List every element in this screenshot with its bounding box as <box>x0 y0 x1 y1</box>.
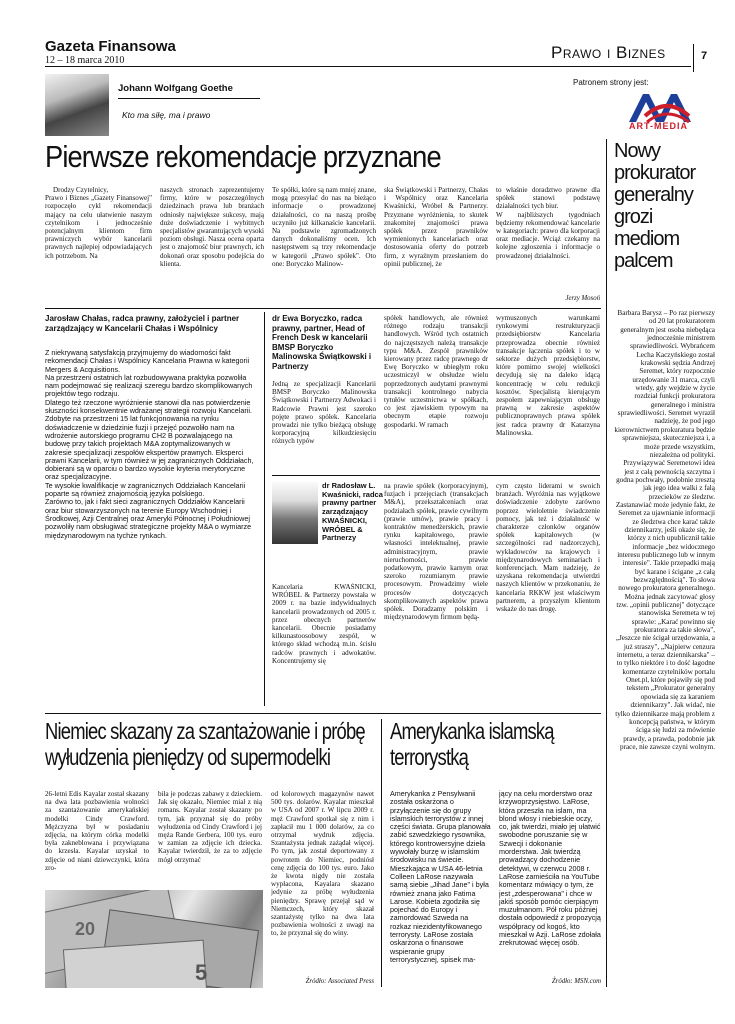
quote-text: Kto ma siłę, ma i prawo <box>122 110 211 120</box>
svg-text:20: 20 <box>75 919 96 939</box>
boryczko-col-3: wymuszonych warunkami rynkowymi restrukturyzacji przedsiębiorstw Kancelaria przeprowadza obecnie również transakcje łączenia spółek i to w sektorze dużych przedsiębiorstw, które pomimo swojej wielkości decydują się na daleko idącą koncentrację w celu redukcji kosztów. Specjalistą kierującym zespołem zapewniającym obsługę prawną w zakresie aspektów publicznoprawnych prawa spółek jest radca prawny dr Katarzyna Malinowska. <box>496 314 600 437</box>
banknotes-icon <box>45 890 263 988</box>
boryczko-col-2: spółek handlowych, ale również różnego rodzaju transakcji handlowych. Wśród tych ostatnich do najczęstszych należą transakcje typu M&A. Zespół prawników kierowany przez radcę prawnego dr Ewę Boryczko w ubiegłym roku uczestniczył w obsłudze wielu poprzedzonych audytami prawnymi transakcji kontrolnego nabycia tytułów uczestnictwa w spółkach, co jest zjawiskiem typowym na obecnym etapie rozwoju gospodarki. W ramach <box>384 314 488 429</box>
kayalar-col-3: od kolorowych magazynów nawet 500 tys. dolarów. Kayalar mieszkał w USA od 2007 r. W lipcu 2009 r. męż Crawford spotkał się z nim i zapłacił mu 1 000 dolarów, za co otrzymał wydruk zdjęcia. Szantażysta jednak zażądał więcej. Po tym, jak został deportowany z powrotem do Niemiec, podniósł cenę zdjęcia do 100 tys. euro. Jako że kwota nigdy nie została wypłacona, Kayalara skazano jedynie za próbę wyłudzenia pieniędzy. Sprawę przejął sąd w Niemczech, który skazał szantażystę tylko na dwa lata pozbawienia wolności z uwagi na to, że przyznał się do winy. <box>271 790 374 938</box>
barysz-headline: Nowy prokurator generalny grozi mediom palcem <box>614 140 696 272</box>
page-number: 7 <box>701 50 708 62</box>
quote-author: Johann Wolfgang Goethe <box>118 83 233 94</box>
kwasnicki-col-2: na prawie spółek (korporacyjnym), fuzjach i przejęciach (transakcjach M&A), przekształceniach oraz podziałach spółek, prawie cywilnym (prawie umów), prawie pracy i kontraktów menedżerskich, prawie rynku kapitałowego, prawie własności intelektualnej, prawie administracyjnym, prawie nieruchomości, prawie podatkowym, prawie karnym oraz szeroko rozumianym prawie procesowym. Prowadzimy wiele procesów dotyczących skomplikowanych aspektów prawa spółek. Doradzamy polskim i międzynarodowym firmom będą- <box>384 482 488 622</box>
kwasnicki-caption: dr Radosław L. Kwaśnicki, radca prawny partner zarządzający KWAŚNICKI, WRÓBEL & Partnerzy <box>322 481 383 543</box>
kwasnicki-col-1: Kancelaria KWAŚNICKI, WRÓBEL & Partnerzy powstała w 2009 r. na bazie indywidualnych kancelarii prowadzonych od 2005 r. przez obecnych partnerów kancelarii. Obecnie posiadamy kilkunastoosobowy zespół, w którego skład wchodzą m.in. ścisłu radców prawnych i adwokatów. Koncentrujemy się <box>272 583 376 665</box>
svg-text:5: 5 <box>195 960 208 985</box>
column-divider-2 <box>381 719 382 987</box>
barysz-text: Barbara Barysz – Po raz pierwszy od 20 lat prokuratorem generalnym jest osoba niebędąca jednocześnie ministrem sprawiedliwości. Wybrańcem Lecha Kaczyńskiego został krakowski sędzia Andrzej Seremet, który rozpocznie urzędowanie 31 marca, czyli wtedy, gdy wejdzie w życie rozdział funkcji prokuratora generalnego i ministra sprawiedliwości. Seremet wyraził nadzieję, że pod jego kierownictwem prokuratura będzie sprawniejsza, skuteczniejsza i, a może przede wszystkim, niezależna od polityki. Przywiązywać Seremetowi idea jest z całą pewnością szczytna i godna pochwały, podobnie zresztą jak jego idea walki z falą przecieków ze śledztw. Zastanawiać może jedynie fakt, że Seremet za ujawnianie informacji ze śledztwa chce karać także dziennikarzy, jeśli okaże się, że którzy z nich upublicznił takie informacje „bez widocznego interesu publicznego lub w innym interesie". Takie przepadki mają być karane i ścigane „z całą bezwzględnością". To słowa nowego prokuratora generalnego. Można jednak zacytować głosy tzw. „opinii publicznej" dotyczące stanowiska Seremeta w tej sprawie: „Karać powinno się prokuratora za takie słowa", „Jeszcze nie ścigał urzędowania, a już straszy", „Najpierw cenzura internetu, a teraz dziennikarska" – to tylko niektóre i to dość łagodne komentarze czytelników portalu Onet.pl, które pojawiły się pod tekstem „Prokurator generalny opowiada się za karaniem dziennikarzy". Jak widać, nie tylko dziennikarze mają problem z koncepcją państwa, w którym ściga się ludzi za mówienie prawdy, a prawda, podobnie jak prace, nie zawsze czyni wolnym. <box>614 309 715 751</box>
main-signature: Jerzy Mosoń <box>565 295 600 302</box>
section-divider <box>693 44 694 72</box>
banknotes-photo <box>45 890 263 988</box>
main-col-3: Te spółki, które są nam mniej znane, mogą przesyłać do nas na bieżąco informacje o prowadzonej działalności, co na naszą prośbę uczyniło już kilkanaście kancelarii. Na podstawie zgromadzonych danych dokonaliśmy ocen. Ich następstwem są trzy rekomendacje w kategorii „Prawo spółek". Oto one: Boryczko Malinow- <box>272 186 376 268</box>
art-media-logo <box>627 90 707 134</box>
kayalar-headline-2: wyłudzenia pieniędzy od supermodelki <box>45 744 331 770</box>
boryczko-subhead: dr Ewa Boryczko, radca prawny, partner, Head of French Desk w kancelarii BMSP Boryczko Malinowska Świątkowski i Partnerzy <box>272 314 372 371</box>
main-col-4: ska Świątkowski i Partnerzy, Chałas i Wspólnicy oraz Kancelaria Kwaśnicki, Wróbel & Partnerzy. Przyznane wyróżnienia, to skutek znakomitej znajomości prawa spółek przez prawników wymienionych kancelariach oraz dostosowania oferty do potrzeb firm, z wyraźnym przesłaniem do opinii publicznej, że <box>384 186 488 268</box>
larose-headline-1: Amerykanka islamską <box>390 718 554 744</box>
kayalar-headline-1: Niemiec skazany za szantażowanie i próbę <box>45 718 365 744</box>
kayalar-col-1: 26-letni Edis Kayalar został skazany na dwa lata pozbawienia wolności za szantażowanie amerykańskiej modelki Cindy Crawford. Mężczyzna był w posiadaniu zdjęcia, na którym córka modelki była zakneblowana i przywiązana do krzesła. Kayalar uzyskał to zdjęcie od niani dziewczynki, która zro- <box>45 790 149 872</box>
logo-text: ART-MEDIA <box>629 121 688 131</box>
main-col-2: naszych stronach zaprezentujemy firmy, które w poszczególnych dziedzinach prawa lub branżach odniosły największe sukcesy, mają duże doświadczenie i wybitnych specjalistów gwarantujących wysoki poziom obsługi. Nasza ocena oparta jest o znajomość biur prawnych, ich dokonań oraz sposobu podejścia do klienta. <box>160 186 264 268</box>
goethe-portrait <box>45 74 109 136</box>
main-col-5: to właśnie doradztwo prawne dla spółek stanowi podstawę działalności tych biur. W najbliższych tygodniach będziemy rekomendować kancelarie w kategoriach: prawo dla korporacji oraz mediacje. Wciąż czekamy na kolejne zgłoszenia i informacje o prowadzonej działalności. <box>496 186 600 260</box>
kwasnicki-col-3: cym często liderami w swoich branżach. Wyróżnia nas wyjątkowe doświadczenie zdobyte zarówno poprzez wieloletnie świadczenie pomocy, jak też i działalność w charakterze członków organów spółek kapitałowych (w szczególności rad nadzorczych), wykładowców na krajowych i międzynarodowych seminariach i konferencjach. Mam nadzieję, że uzyskana rekomendacja utwierdzi naszych klientów w przekonaniu, że kancelaria RKKW jest właściwym partnerem, a przyszłym klientom wskaże do nas drogę. <box>496 482 600 614</box>
header-rule <box>45 66 691 67</box>
larose-col-1: Amerykanka z Pensylwanii została oskarżona o przyłączenie się do grupy islamskich terrorystów z innej części świata. Grupa planowała zabić szwedzkiego rysownika, którego kontrowersyjne dzieła wywołały burzę w islamskim środowisku na świecie. Mieszkająca w USA 46-letnia Colleen LaRose nazywała samą siebie „Jihad Jane" i była również znana jako Fatima Larose. Kobieta zgodziła się pojechać do Europy i zamordować Szweda na rozkaz niezidentyfikowanego terrorysty. LaRose została oskarżona o finansowe wspieranie grupy terrorystycznej, spisek ma- <box>390 790 491 964</box>
larose-col-2: jący na celu morderstwo oraz krzywoprzysięstwo. LaRose, która przeszła na islam, ma blond włosy i niebieskie oczy, co, jak twierdzi, miało jej ułatwić swobodne poruszanie się w Szwecji i dokonanie morderstwa. Jak twierdzą prowadzący dochodzenie detektywi, w czerwcu 2008 r. LaRose zamieściła na YouTube komentarz mówiący o tym, że jest „zdesperowana" i chce w jakiś sposób pomóc cierpiącym muzułmanom. Pół roku później dostała odpowiedź z propozycją współpracy od kogoś, kto mieszkał w Azji. LaRose zdołała zrekrutować więcej osób. <box>499 790 601 948</box>
patron-label: Patronem strony jest: <box>573 78 649 87</box>
chalas-text: Z niekrywaną satysfakcją przyjmujemy do wiadomości fakt rekomendacji Chałas i Wspólnicy Kancelaria Prawna w kategorii Mergers & Acquisitions. Na przestrzeni ostatnich lat rozbudowywana praktyka pozwoliła nam podejmować się realizacji szeregu bardzo skomplikowanych projektów tego rodzaju. Dlatego też rzeczone wyróżnienie stanowi dla nas potwierdzenie słuszności konsekwentnie wdrażanej strategii rozwoju Kancelarii. Zdobyte na przestrzeni 15 lat funkcjonowania na rynku doświadczenie w dziedzinie fuzji i przejęć pozwoliło nam na wdrożenie autorskiego programu CH2 B pozwalającego na budowę przy takich projektach M&A zoptymalizowanych w zakresie specjalizacji zespołów ekspertów prawnych. Eksperci prawni Kancelarii, w tym również w jej zagranicznych Oddziałach, dobierani są w oparciu o bardzo wysokie kryteria merytoryczne oraz specjalizacyjne. Te wysokie kwalifikacje w zagranicznych Oddziałach Kancelarii poparte są również znajomością języka polskiego. Zarówno to, jak i fakt sieci zagranicznych Oddziałów Kancelarii oraz biur stowarzyszonych na terenie Europy Wschodniej i Środkowej, Azji Centralnej oraz Ameryki Północnej i Południowej pozwoliły nam obsługiwać strategiczne projekty M&A o wymiarze międzynarodowym na tychże rynkach. <box>45 349 254 540</box>
column-divider-1 <box>264 312 265 706</box>
main-headline: Pierwsze rekomendacje przyznane <box>45 139 441 174</box>
section-rule-1 <box>45 308 601 309</box>
quote-rule <box>118 98 260 99</box>
sidebar-divider <box>606 139 607 987</box>
paper-name: Gazeta Finansowa <box>45 38 176 55</box>
section-rule-2 <box>272 475 600 476</box>
chalas-subhead: Jarosław Chałas, radca prawny, założyciel i partner zarządzający w Kancelarii Chałas i Wspólnicy <box>45 314 240 333</box>
kayalar-source: Źródło: Associated Press <box>305 978 374 985</box>
boryczko-col-1: Jedną ze specjalizacji Kancelarii BMSP Boryczko Malinowska Świątkowski i Partnerzy Adwokaci i Radcowie Prawni jest szeroko pojęte prawo spółek. Kancelaria prowadzi nie tylko bieżącą obsługę korporacyjną kilkudziesięciu różnych typów <box>272 380 376 446</box>
section-rule-3 <box>45 713 601 714</box>
kwasnicki-photo <box>272 482 318 544</box>
issue-date: 12 – 18 marca 2010 <box>45 55 125 66</box>
larose-headline-2: terrorystką <box>390 744 469 770</box>
larose-source: Źródło: MSN.com <box>551 978 601 985</box>
section-title: Prawo i Biznes <box>551 43 666 62</box>
kayalar-col-2: biła je podczas zabawy z dzieckiem. Jak się okazało, Niemiec miał z nią romans. Kayalar został skazany po tym, jak przyznał się do próby wyłudzenia od Cindy Crawford i jej męża Rande Gerbera, 100 tys. euro w zamian za zdjęcie ich dziecka. Kayalar twierdził, że za to zdjęcie mógł otrzymać <box>158 790 262 864</box>
main-col-1: Drodzy Czytelnicy, Prawo i Biznes „Gazety Finansowej" rozpoczęło cykl rekomendacji mający na celu ułatwienie naszym czytelnikom i jednocześnie potencjalnym klientom firm prawniczych wybór kancelarii prawnych najlepiej odpowiadających ich potrzebom. Na <box>45 186 152 260</box>
